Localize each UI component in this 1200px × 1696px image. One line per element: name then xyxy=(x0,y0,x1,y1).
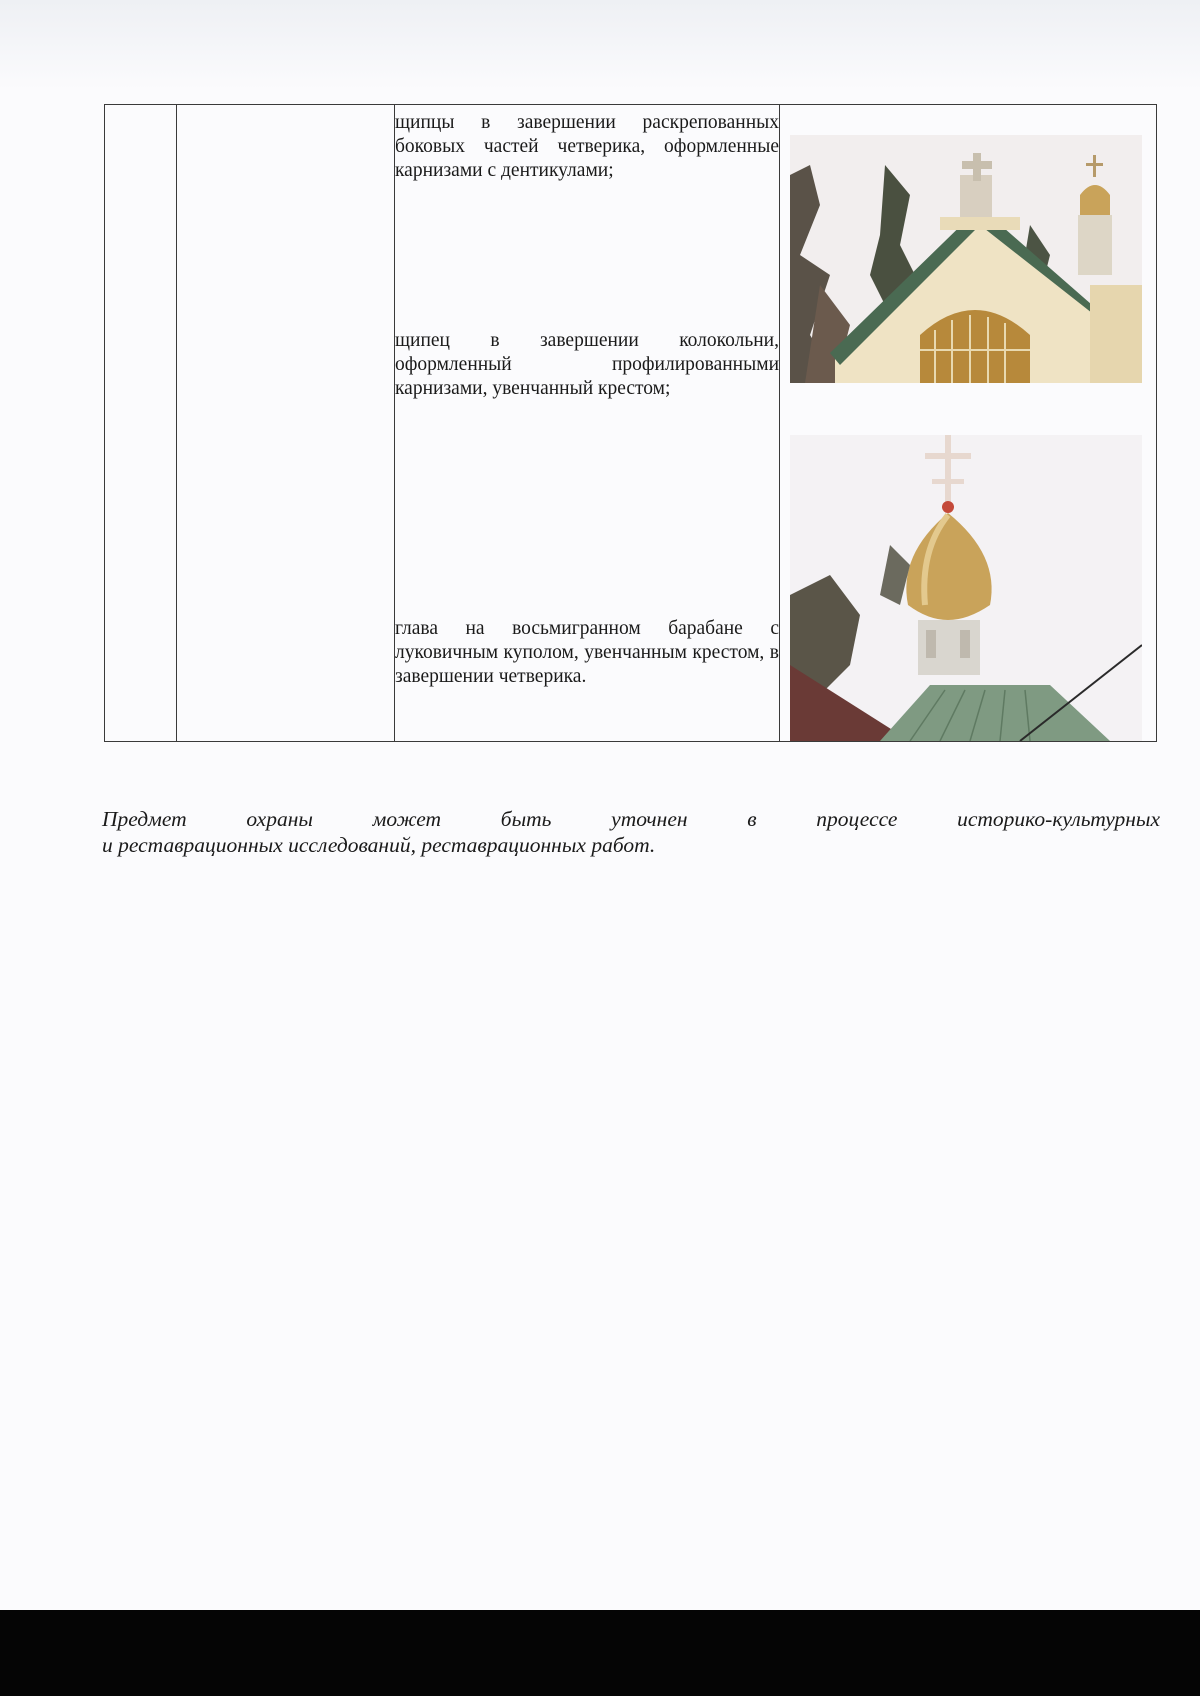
number-cell xyxy=(105,105,177,742)
photo-onion-dome-with-cross xyxy=(790,435,1142,741)
description-item-gables: щипцы в завершении раскрепованных боковых частей четверика, оформленные карнизами с дентикулами; xyxy=(395,112,779,181)
protection-subject-note xyxy=(102,806,1160,858)
note-line-1: Предмет охраны может быть уточнен в процессе историко-культурных xyxy=(102,807,1160,831)
scan-bottom-edge xyxy=(0,1610,1200,1696)
description-item-belfry-gable: щипец в завершении колокольни, оформленный профилированными карнизами, увенчанный крестом; xyxy=(395,330,779,399)
table-row xyxy=(105,105,1157,742)
category-cell xyxy=(177,105,395,742)
photo-gable-with-cross xyxy=(790,135,1142,383)
note-line-2: и реставрационных исследований, реставрационных работ. xyxy=(102,833,656,857)
photo-cell xyxy=(780,105,1157,742)
protection-subject-table xyxy=(104,104,1157,742)
description-item-dome: глава на восьмигранном барабане с луковичным куполом, увенчанным крестом, в завершении четверика. xyxy=(395,618,779,687)
description-cell xyxy=(395,105,780,742)
scan-top-shadow xyxy=(0,0,1200,90)
